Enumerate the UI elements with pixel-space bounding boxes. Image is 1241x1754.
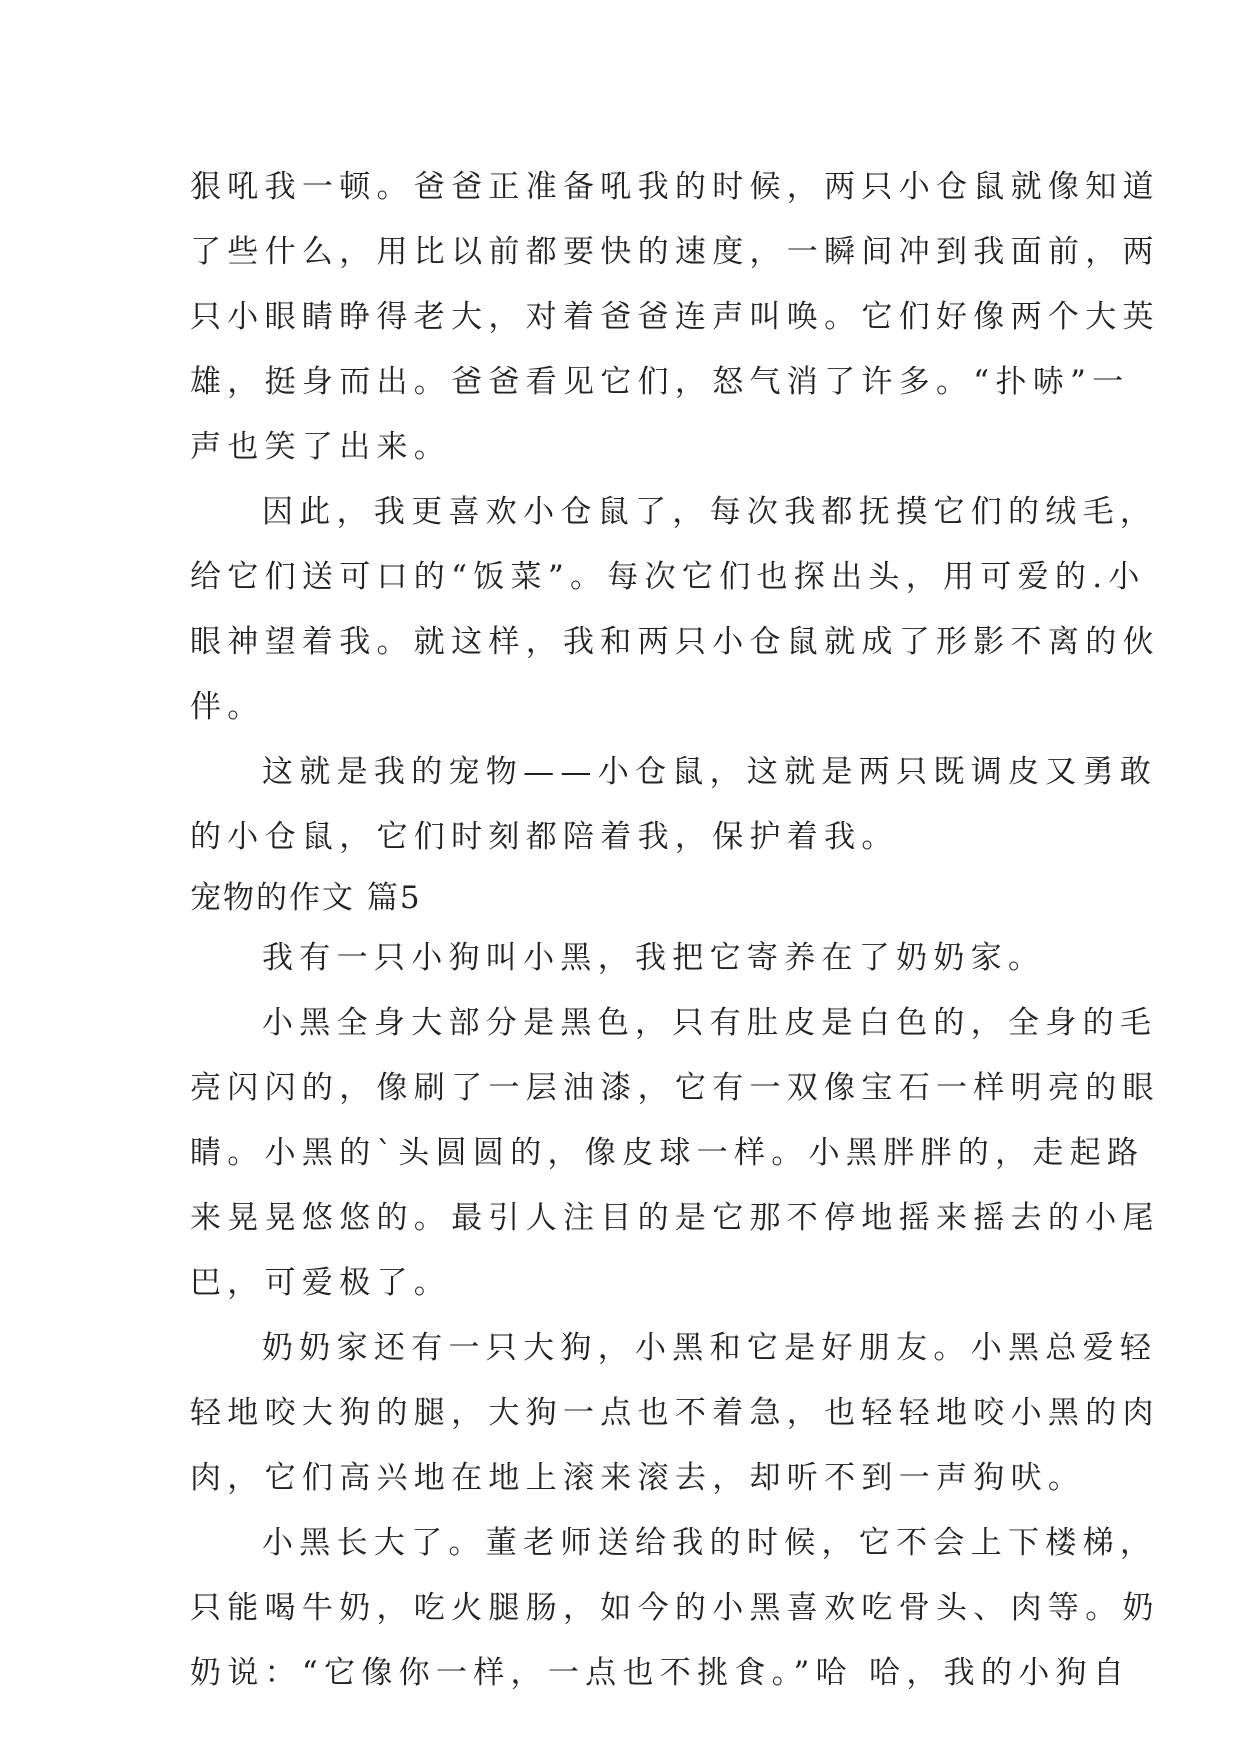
section-heading: 宠物的作文 篇5: [190, 880, 422, 916]
paragraph-start-line: 因此，我更喜欢小仓鼠了，每次我都抚摸它们的绒毛，: [262, 494, 1158, 530]
text-line: 睛。小黑的`头圆圆的，像皮球一样。小黑胖胖的，走起路: [190, 1135, 1145, 1171]
article-body: [190, 155, 1160, 1706]
text-line: 轻地咬大狗的腿，大狗一点也不着急，也轻轻地咬小黑的肉: [190, 1395, 1160, 1431]
paragraph-start-line: 小黑全身大部分是黑色，只有肚皮是白色的，全身的毛: [262, 1005, 1158, 1041]
text-line: 给它们送可口的“饭菜”。每次它们也探出头，用可爱的.小: [190, 559, 1146, 595]
paragraph-start-line: 这就是我的宠物——小仓鼠，这就是两只既调皮又勇敢: [262, 754, 1158, 790]
text-line: 巴，可爱极了。: [190, 1265, 452, 1301]
text-line: 的小仓鼠，它们时刻都陪着我，保护着我。: [190, 819, 899, 855]
text-line: 了些什么，用比以前都要快的速度，一瞬间冲到我面前，两: [190, 234, 1160, 270]
text-line: 亮闪闪的，像刷了一层油漆，它有一双像宝石一样明亮的眼: [190, 1070, 1160, 1106]
text-line: 奶说：“它像你一样，一点也不挑食。”哈 哈，我的小狗自: [190, 1655, 1131, 1691]
text-line: 雄，挺身而出。爸爸看见它们，怒气消了许多。“扑哧”一: [190, 364, 1130, 400]
text-line: 来晃晃悠悠的。最引人注目的是它那不停地摇来摇去的小尾: [190, 1200, 1160, 1236]
text-line: 肉，它们高兴地在地上滚来滚去，却听不到一声狗吠。: [190, 1460, 1086, 1496]
text-line: 只能喝牛奶，吃火腿肠，如今的小黑喜欢吃骨头、肉等。奶: [190, 1590, 1160, 1626]
text-line: 只小眼睛睁得老大，对着爸爸连声叫唤。它们好像两个大英: [190, 299, 1160, 335]
paragraph-start-line: 我有一只小狗叫小黑，我把它寄养在了奶奶家。: [262, 940, 1046, 976]
text-line: 狠吼我一顿。爸爸正准备吼我的时候，两只小仓鼠就像知道: [190, 169, 1160, 205]
text-line: 伴。: [190, 689, 265, 725]
text-line: 声也笑了出来。: [190, 429, 452, 465]
text-line: 眼神望着我。就这样，我和两只小仓鼠就成了形影不离的伙: [190, 624, 1160, 660]
paragraph-start-line: 奶奶家还有一只大狗，小黑和它是好朋友。小黑总爱轻: [262, 1330, 1158, 1366]
paragraph-start-line: 小黑长大了。董老师送给我的时候，它不会上下楼梯，: [262, 1525, 1158, 1561]
